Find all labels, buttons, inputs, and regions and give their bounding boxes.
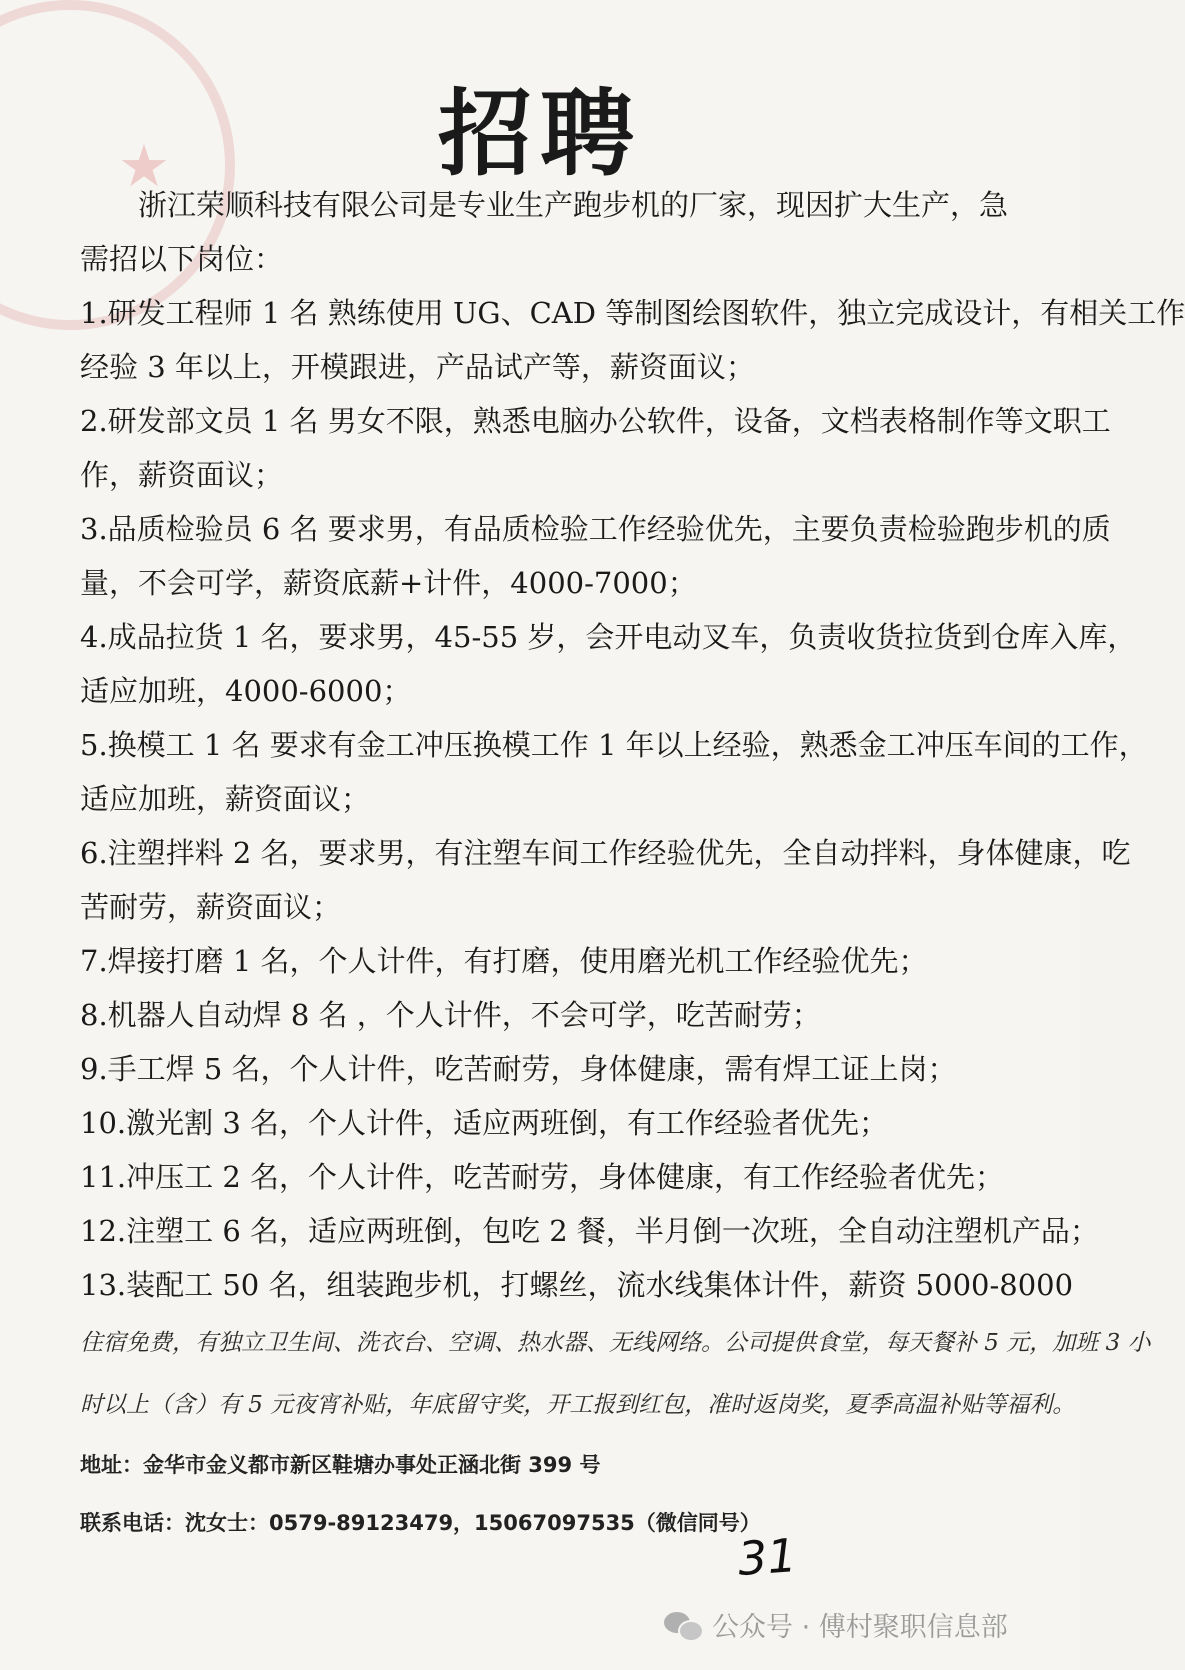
position-6-line-2: 苦耐劳，薪资面议； xyxy=(80,890,342,924)
position-5-line-1: 5.换模工 1 名 要求有金工冲压换模工作 1 年以上经验，熟悉金工冲压车间的工作， xyxy=(80,728,1148,762)
intro-line-1: 浙江荣顺科技有限公司是专业生产跑步机的厂家，现因扩大生产，急 xyxy=(138,188,1009,222)
position-9: 9.手工焊 5 名，个人计件，吃苦耐劳，身体健康，需有焊工证上岗； xyxy=(80,1052,957,1086)
benefits-line-1: 住宿免费，有独立卫生间、洗衣台、空调、热水器、无线网络。公司提供食堂，每天餐补 5 元，加班 3 小 xyxy=(80,1330,1151,1356)
position-5-line-2: 适应加班，薪资面议； xyxy=(80,782,371,816)
phone-line: 联系电话：沈女士：0579-89123479，15067097535（微信同号） xyxy=(80,1511,761,1535)
notice-body xyxy=(80,178,1185,1552)
position-4-line-1: 4.成品拉货 1 名，要求男，45-55 岁，会开电动叉车，负责收货拉货到仓库入库， xyxy=(80,620,1137,654)
intro-line-2: 需招以下岗位： xyxy=(80,242,284,276)
wechat-watermark xyxy=(664,1605,1008,1644)
watermark-text: 公众号 · 傅村聚职信息部 xyxy=(712,1612,1008,1643)
position-8: 8.机器人自动焊 8 名 ，个人计件，不会可学，吃苦耐劳； xyxy=(80,998,821,1032)
position-3-line-1: 3.品质检验员 6 名 要求男，有品质检验工作经验优先，主要负责检验跑步机的质 xyxy=(80,512,1111,546)
seal-star-icon: ★ xyxy=(118,132,170,200)
position-11: 11.冲压工 2 名，个人计件，吃苦耐劳，身体健康，有工作经验者优先； xyxy=(80,1160,1005,1194)
position-1-line-2: 经验 3 年以上，开模跟进，产品试产等，薪资面议； xyxy=(80,350,755,384)
benefits-line-2: 时以上（含）有 5 元夜宵补贴，年底留守奖，开工报到红包，准时返岗奖，夏季高温补贴等福利。 xyxy=(80,1392,1076,1418)
address-line: 地址：金华市金义都市新区鞋塘办事处正涵北街 399 号 xyxy=(80,1453,601,1477)
position-4-line-2: 适应加班，4000-6000； xyxy=(80,674,412,708)
position-6-line-1: 6.注塑拌料 2 名，要求男，有注塑车间工作经验优先，全自动拌料，身体健康，吃 xyxy=(80,836,1131,870)
position-10: 10.激光割 3 名，个人计件，适应两班倒，有工作经验者优先； xyxy=(80,1106,889,1140)
position-2-line-1: 2.研发部文员 1 名 男女不限，熟悉电脑办公软件，设备，文档表格制作等文职工 xyxy=(80,404,1111,438)
position-3-line-2: 量，不会可学，薪资底薪+计件，4000-7000； xyxy=(80,566,697,600)
position-2-line-2: 作，薪资面议； xyxy=(80,458,284,492)
position-1-line-1: 1.研发工程师 1 名 熟练使用 UG、CAD 等制图绘图软件，独立完成设计，有相关工作 xyxy=(80,296,1185,330)
wechat-icon xyxy=(664,1610,702,1640)
position-7: 7.焊接打磨 1 名，个人计件，有打磨，使用磨光机工作经验优先； xyxy=(80,944,928,978)
page-title: 招聘 xyxy=(437,80,642,189)
position-12: 12.注塑工 6 名，适应两班倒，包吃 2 餐，半月倒一次班，全自动注塑机产品； xyxy=(80,1214,1099,1248)
position-13: 13.装配工 50 名，组装跑步机，打螺丝，流水线集体计件，薪资 5000-8000 xyxy=(80,1268,1074,1302)
handwritten-note: 31 xyxy=(736,1528,799,1586)
